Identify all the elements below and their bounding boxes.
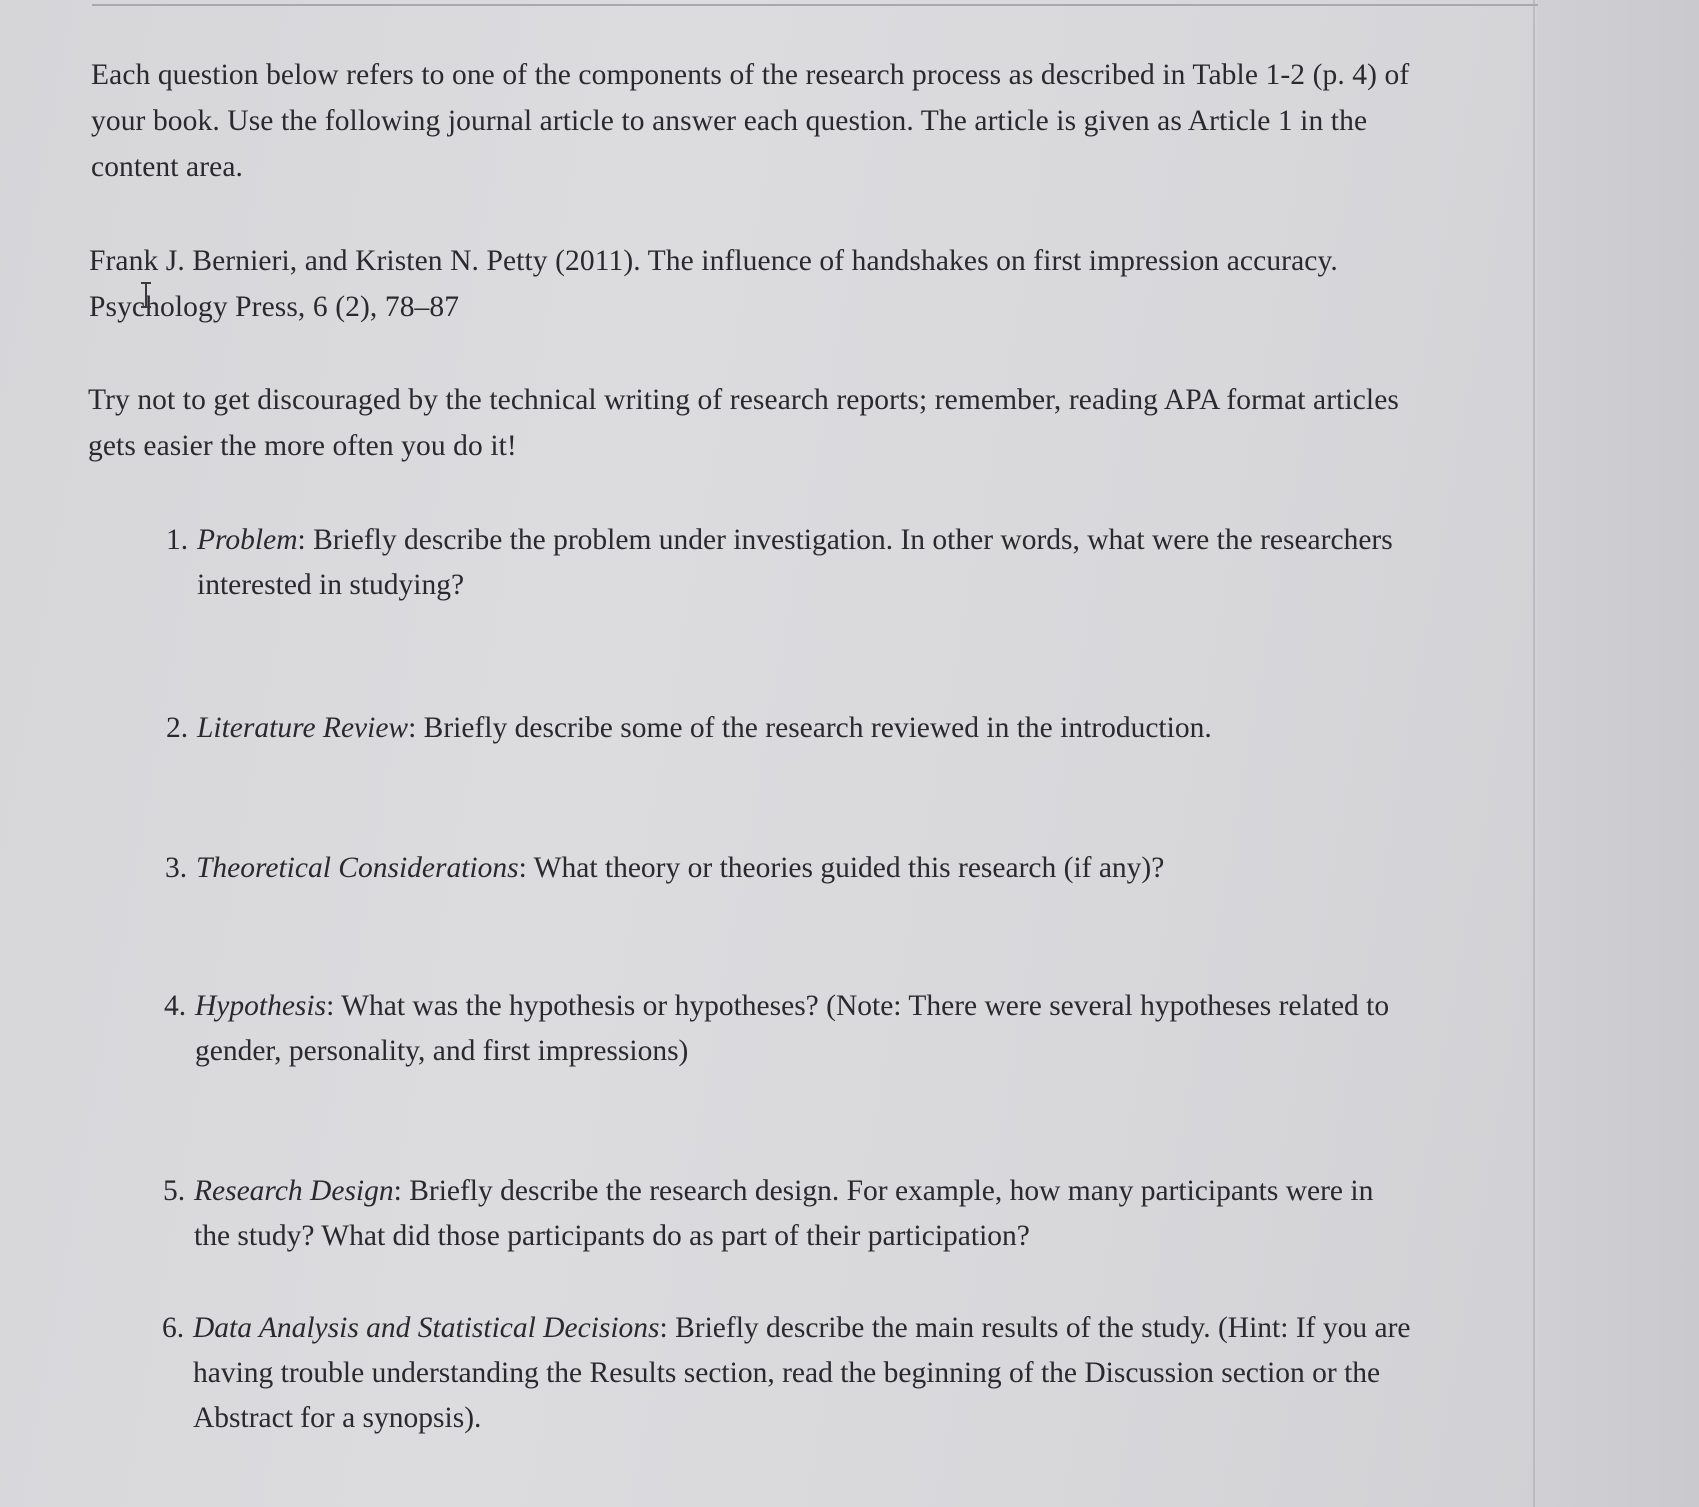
question-number: 1.	[166, 524, 189, 556]
question-text: : Briefly describe the problem under investigation. In other words, what were the researchers interested in studying?	[197, 524, 1393, 601]
question-text: : What theory or theories guided this research (if any)?	[518, 852, 1165, 884]
top-divider	[92, 4, 1538, 6]
encouragement-paragraph: Try not to get discouraged by the technical writing of research reports; remember, reading APA format articles gets easier the more often you do it!	[88, 384, 1400, 462]
question-term: Theoretical Considerations	[196, 852, 519, 884]
question-number: 3.	[165, 852, 188, 884]
question-item-data-analysis	[162, 1306, 1452, 1441]
question-number: 6.	[162, 1312, 185, 1344]
question-text: : Briefly describe the main results of the study. (Hint: If you are having trouble understanding the Results section, read the beginning of the Discussion section or the Abstract for a synopsis).	[193, 1312, 1411, 1434]
question-term: Data Analysis and Statistical Decisions	[193, 1312, 660, 1344]
question-term: Research Design	[194, 1175, 394, 1207]
question-number: 4.	[164, 990, 187, 1022]
question-text: : Briefly describe some of the research reviewed in the introduction.	[408, 712, 1212, 744]
question-number: 5.	[163, 1175, 186, 1207]
question-item-literature-review	[166, 706, 1396, 751]
question-item-problem	[166, 518, 1396, 608]
question-text: : Briefly describe the research design. For example, how many participants were in the study? What did those participants do as part of their participation?	[194, 1175, 1374, 1252]
question-term: Literature Review	[197, 712, 409, 744]
intro-paragraph: Each question below refers to one of the components of the research process as described in Table 1-2 (p. 4) of your book. Use the following journal article to answer each question. The article is given as Article 1 in the content area.	[91, 59, 1410, 183]
question-item-theoretical-considerations	[165, 846, 1395, 891]
question-term: Problem	[197, 524, 298, 556]
question-term: Hypothesis	[195, 990, 327, 1022]
text-cursor-icon	[139, 282, 153, 308]
right-margin-area	[1537, 0, 1699, 1507]
question-number: 2.	[166, 712, 189, 744]
content-panel	[10, 0, 1535, 1507]
question-item-research-design	[163, 1169, 1413, 1259]
question-item-hypothesis	[164, 984, 1414, 1074]
question-text: : What was the hypothesis or hypotheses? (Note: There were several hypotheses related to gender, personality, and first impressions)	[195, 990, 1390, 1067]
article-citation: Frank J. Bernieri, and Kristen N. Petty (2011). The influence of handshakes on first impression accuracy. Psychology Press, 6 (2), 78–87	[89, 245, 1338, 323]
